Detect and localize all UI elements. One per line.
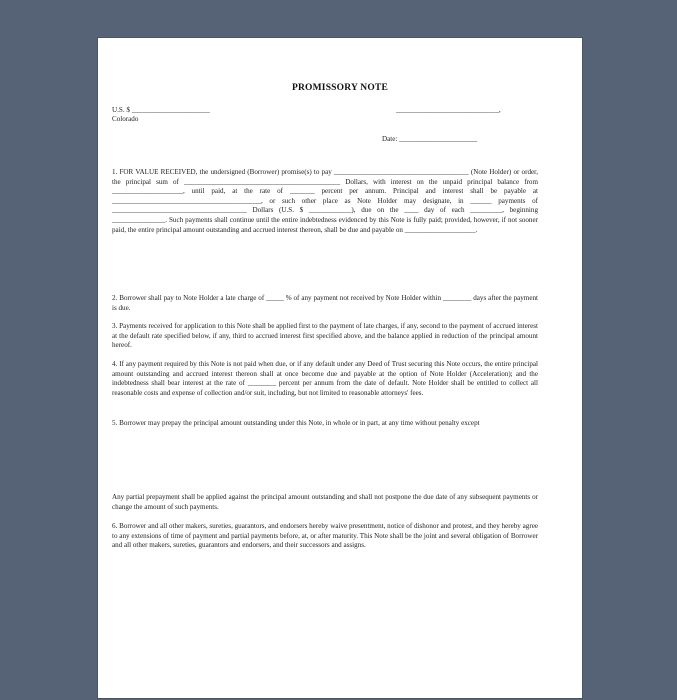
paragraph-4	[112, 360, 538, 398]
document-title: PROMISSORY NOTE	[291, 83, 388, 93]
amount-line: U.S. $ ______________________	[112, 106, 210, 114]
paragraph-5-text: 5. Borrower may prepay the principal amount outstanding under this Note, in whole or in part, at any time without penalty except	[112, 419, 480, 427]
paragraph-3-text: 3. Payments received for application to this Note shall be applied first to the payment of late charges, if any, second to the payment of accrued interest at the default rate specified below, if any, third to accrued interest first specified above, and the balance applied in reduction of the principal amount hereof.	[112, 322, 538, 350]
date-line: Date: ______________________	[382, 135, 478, 143]
location-line: _____________________________,	[396, 106, 501, 114]
paragraph-6	[112, 493, 538, 512]
paragraph-3	[112, 322, 538, 351]
paragraph-7-text: 6. Borrower and all other makers, sureties, guarantors, and endorsers hereby waive presentment, notice of dishonor and protest, and they hereby agree to any extensions of time of payment and partial payments before, at, or after maturity. This Note shall be the joint and several obligation of Borrower and all other makers, sureties, guarantors and endorsers, and their successors and assigns.	[112, 522, 538, 550]
paragraph-2-text: 2. Borrower shall pay to Note Holder a late charge of _____ % of any payment not received by Note Holder within ________ days after the payment is due.	[112, 294, 538, 312]
paragraph-6-text: Any partial prepayment shall be applied against the principal amount outstanding and shall not postpone the due date of any subsequent payments or change the amount of such payments.	[112, 493, 538, 511]
paragraph-5	[112, 419, 538, 429]
paragraph-2	[112, 294, 538, 313]
paragraph-1-text: 1. FOR VALUE RECEIVED, the undersigned (Borrower) promise(s) to pay ______________________________________ (Note Holder) or order, the principal sum of ____________________________________________ Dollars, with interest on the unpaid principal balance from ____________________, until paid, at the rate of _______ percent per annum. Principal and interest shall be payable at __________________________________________, or such other place as Note Holder may designate, in ______ payments of ______________________________________ Dollars (U.S. $ ____________), due on the ____ day of each _________, beginning _______________. Such payments shall continue until the entire indebtedness evidenced by this Note is fully paid; provided, however, if not sooner paid, the entire principal amount outstanding and accrued interest thereon, shall be due and payable on ____________________.	[112, 168, 538, 234]
state-line: Colorado	[112, 115, 139, 123]
document-page	[98, 38, 582, 698]
paragraph-4-text: 4. If any payment required by this Note is not paid when due, or if any default under any Deed of Trust securing this Note occurs, the entire principal amount outstanding and accrued interest thereon shall at once become due and payable at the option of Note Holder (Acceleration); and the indebtedness shall bear interest at the rate of ________ percent per annum from the date of default. Note Holder shall be entitled to collect all reasonable costs and expense of collection and/or suit, including, but not limited to reasonable attorneys' fees.	[112, 360, 538, 397]
paragraph-1	[112, 168, 538, 235]
paragraph-7	[112, 522, 538, 551]
